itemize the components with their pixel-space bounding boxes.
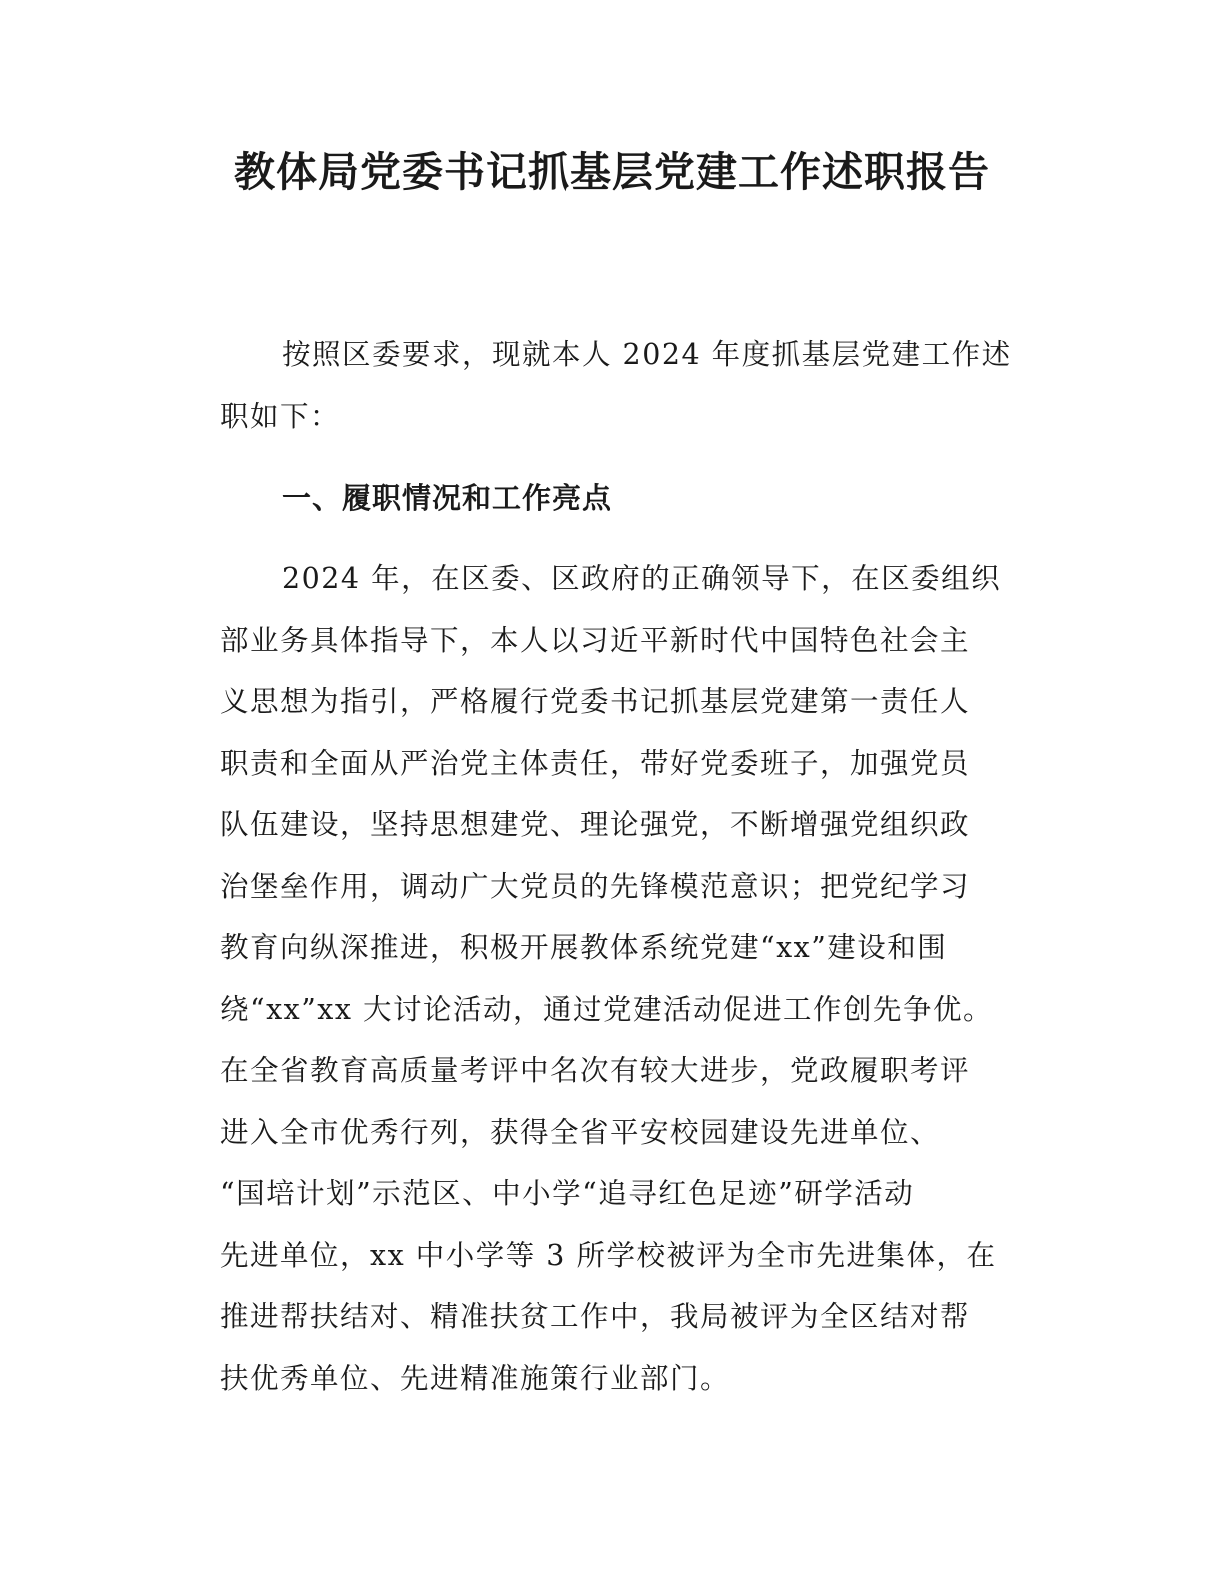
- paragraph-line: 义思想为指引，严格履行党委书记抓基层党建第一责任人: [220, 685, 971, 718]
- paragraph-line: 治堡垒作用，调动广大党员的先锋模范意识；把党纪学习: [220, 869, 971, 903]
- paragraph-line: “国培计划”示范区、中小学“追寻红色足迹”研学活动: [220, 1177, 915, 1210]
- paragraph-line: 扶优秀单位、先进精准施策行业部门。: [220, 1361, 731, 1395]
- document-title: 教体局党委书记抓基层党建工作述职报告: [234, 148, 990, 196]
- intro-paragraph: [220, 324, 1040, 447]
- paragraph-line: 2024 年，在区委、区政府的正确领导下，在区委组织: [282, 562, 1002, 595]
- intro-line: 职如下：: [220, 399, 341, 433]
- paragraph-line: 职责和全面从严治党主体责任，带好党委班子，加强党员: [220, 746, 971, 780]
- paragraph-line: 进入全市优秀行列，获得全省平安校园建设先进单位、: [220, 1115, 941, 1149]
- paragraph-line: 先进单位，xx 中小学等 3 所学校被评为全市先进集体，在: [220, 1238, 997, 1272]
- paragraph-line: 推进帮扶结对、精准扶贫工作中，我局被评为全区结对帮: [220, 1300, 971, 1333]
- intro-line: 按照区委要求，现就本人 2024 年度抓基层党建工作述: [282, 338, 1012, 371]
- section-heading: 一、履职情况和工作亮点: [282, 481, 613, 515]
- paragraph-line: 部业务具体指导下，本人以习近平新时代中国特色社会主: [220, 623, 971, 657]
- paragraph-line: 在全省教育高质量考评中名次有较大进步，党政履职考评: [220, 1054, 971, 1087]
- section-1-paragraph: [220, 548, 1040, 1409]
- paragraph-line: 队伍建设，坚持思想建党、理论强党，不断增强党组织政: [220, 808, 971, 841]
- paragraph-line: 教育向纵深推进，积极开展教体系统党建“xx”建设和围: [220, 931, 948, 964]
- paragraph-line: 绕“xx”xx 大讨论活动，通过党建活动促进工作创先争优。: [220, 992, 993, 1026]
